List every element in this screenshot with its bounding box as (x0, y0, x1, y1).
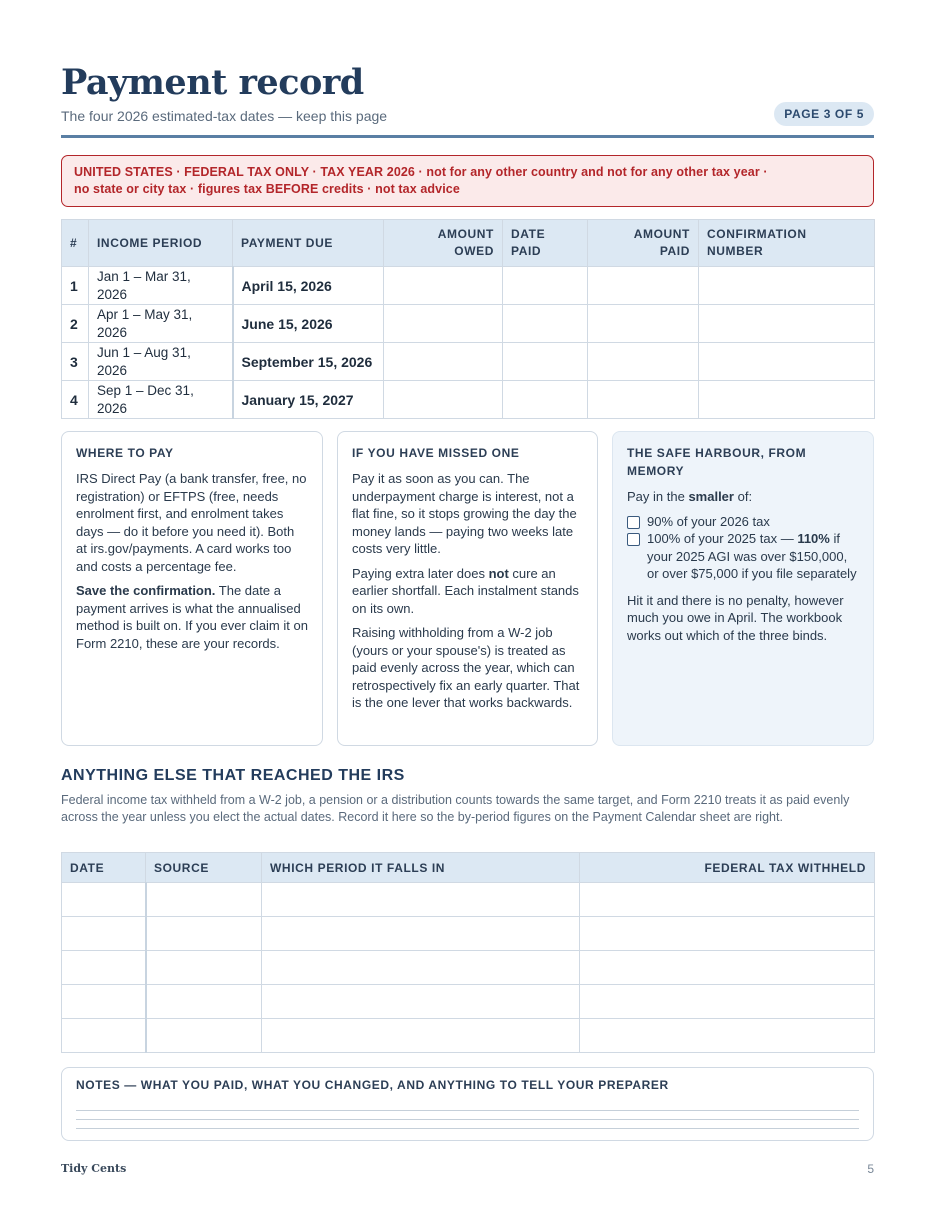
source-field[interactable] (146, 985, 262, 1019)
amount-owed-field[interactable] (384, 343, 503, 381)
header-confirmation-number: CONFIRMATION NUMBER (699, 220, 875, 267)
header-source: SOURCE (146, 853, 262, 883)
table-row (62, 343, 875, 381)
safe-harbour-heading: THE SAFE HARBOUR, FROM MEMORY (627, 446, 807, 478)
header-amount-owed: AMOUNT OWED (384, 220, 503, 267)
page-badge: PAGE 3 OF 5 (774, 102, 874, 126)
table-row (62, 305, 875, 343)
income-period: Sep 1 – Dec 31, 2026 (89, 381, 233, 419)
missed-payment-text-1: Pay it as soon as you can. The underpayment charge is interest, not a flat fine, so it stops growing the day the money lands — paying two weeks late costs very little. (352, 471, 577, 556)
missed-payment-box (337, 431, 598, 746)
notes-heading: NOTES — WHAT YOU PAID, WHAT YOU CHANGED, AND ANYTHING TO TELL YOUR PREPARER (76, 1078, 669, 1092)
safe-harbour-option-90[interactable]: 90% of your 2026 tax (627, 513, 859, 531)
where-to-pay-box (61, 431, 323, 746)
confirmation-number-field[interactable] (699, 267, 875, 305)
amount-paid-field[interactable] (588, 305, 699, 343)
withheld-field[interactable] (580, 1019, 875, 1053)
payment-table (61, 219, 875, 419)
scope-warning-banner (61, 155, 874, 207)
header-income-period: INCOME PERIOD (89, 220, 233, 267)
source-field[interactable] (146, 917, 262, 951)
page-title: Payment record (61, 62, 364, 103)
income-period: Apr 1 – May 31, 2026 (89, 305, 233, 343)
page-number: 5 (867, 1162, 874, 1176)
table-row (62, 917, 875, 951)
period-field[interactable] (262, 917, 580, 951)
date-field[interactable] (62, 883, 146, 917)
date-field[interactable] (62, 951, 146, 985)
confirmation-number-field[interactable] (699, 343, 875, 381)
header-divider (61, 135, 874, 138)
row-number: 2 (62, 305, 89, 343)
date-field[interactable] (62, 985, 146, 1019)
payment-due-date: June 15, 2026 (233, 305, 384, 343)
income-period: Jun 1 – Aug 31, 2026 (89, 343, 233, 381)
withheld-field[interactable] (580, 883, 875, 917)
safe-harbour-option-100[interactable]: 100% of your 2025 tax — 110% if your 2025 AGI was over $150,000, or over $75,000 if you file separately (627, 530, 859, 583)
amount-owed-field[interactable] (384, 381, 503, 419)
safe-harbour-box (612, 431, 874, 746)
missed-payment-text-3: Raising withholding from a W-2 job (yours or your spouse's) is treated as paid evenly across the year, which can retrospectively fix an early quarter. That is the one lever that works backwards. (352, 625, 580, 710)
warning-line-1: UNITED STATES · FEDERAL TAX ONLY · TAX YEAR 2026 · not for any other country and not for any other tax year · (74, 165, 768, 179)
date-paid-field[interactable] (503, 381, 588, 419)
save-confirmation-text: Save the confirmation. The date a payment arrives is what the annualised method is built on. If you ever claim it on Form 2210, these are your records. (76, 583, 308, 651)
period-field[interactable] (262, 985, 580, 1019)
header-period: WHICH PERIOD IT FALLS IN (262, 853, 580, 883)
other-payments-heading: ANYTHING ELSE THAT REACHED THE IRS (61, 767, 405, 784)
date-paid-field[interactable] (503, 343, 588, 381)
header-num: # (62, 220, 89, 267)
source-field[interactable] (146, 951, 262, 985)
confirmation-number-field[interactable] (699, 305, 875, 343)
header-payment-due: PAYMENT DUE (233, 220, 384, 267)
withheld-field[interactable] (580, 985, 875, 1019)
withholding-table (61, 852, 875, 1053)
withheld-field[interactable] (580, 951, 875, 985)
row-number: 1 (62, 267, 89, 305)
amount-owed-field[interactable] (384, 305, 503, 343)
income-period: Jan 1 – Mar 31, 2026 (89, 267, 233, 305)
header-federal-tax-withheld: FEDERAL TAX WITHHELD (580, 853, 875, 883)
where-to-pay-heading: WHERE TO PAY (76, 446, 174, 460)
page-subtitle: The four 2026 estimated-tax dates — keep this page (61, 108, 388, 124)
warning-line-2: no state or city tax · figures tax BEFORE credits · not tax advice (74, 182, 460, 196)
payment-due-date: January 15, 2027 (233, 381, 384, 419)
withheld-field[interactable] (580, 917, 875, 951)
other-payments-description: Federal income tax withheld from a W-2 job, a pension or a distribution counts towards the same target, and Form 2210 treats it as paid evenly across the year unless you elect the actual dates. Record it here so the by-period figures on the Payment Calendar sheet are right. (61, 793, 850, 824)
amount-paid-field[interactable] (588, 267, 699, 305)
period-field[interactable] (262, 951, 580, 985)
date-paid-field[interactable] (503, 267, 588, 305)
period-field[interactable] (262, 1019, 580, 1053)
notes-line (76, 1128, 859, 1129)
table-row (62, 381, 875, 419)
notes-line (76, 1110, 859, 1111)
missed-payment-heading: IF YOU HAVE MISSED ONE (352, 446, 520, 460)
missed-payment-text-2: Paying extra later does not cure an earlier shortfall. Each instalment stands on its own. (352, 565, 579, 616)
payment-table-header (62, 220, 875, 267)
payment-due-date: April 15, 2026 (233, 267, 384, 305)
date-field[interactable] (62, 1019, 146, 1053)
date-field[interactable] (62, 917, 146, 951)
withholding-table-header (62, 853, 875, 883)
table-row (62, 951, 875, 985)
where-to-pay-text: IRS Direct Pay (a bank transfer, free, no registration) or EFTPS (free, needs enrolment first, and enrolment takes days — do it before you need it). Both at irs.gov/payments. A card works too and costs a percentage fee. (76, 471, 307, 574)
table-row (62, 883, 875, 917)
amount-paid-field[interactable] (588, 381, 699, 419)
header-date: DATE (62, 853, 146, 883)
table-row (62, 267, 875, 305)
table-row (62, 1019, 875, 1053)
date-paid-field[interactable] (503, 305, 588, 343)
row-number: 3 (62, 343, 89, 381)
amount-paid-field[interactable] (588, 343, 699, 381)
source-field[interactable] (146, 1019, 262, 1053)
safe-harbour-note: Hit it and there is no penalty, however much you owe in April. The workbook works out which of the three binds. (627, 592, 844, 643)
table-row (62, 985, 875, 1019)
header-amount-paid: AMOUNT PAID (588, 220, 699, 267)
amount-owed-field[interactable] (384, 267, 503, 305)
notes-line (76, 1119, 859, 1120)
row-number: 4 (62, 381, 89, 419)
brand-logo: Tidy Cents (61, 1162, 127, 1175)
notes-box[interactable] (61, 1067, 874, 1141)
header-date-paid: DATE PAID (503, 220, 588, 267)
confirmation-number-field[interactable] (699, 381, 875, 419)
payment-due-date: September 15, 2026 (233, 343, 384, 381)
source-field[interactable] (146, 883, 262, 917)
period-field[interactable] (262, 883, 580, 917)
safe-harbour-intro: Pay in the smaller of: (627, 489, 753, 504)
